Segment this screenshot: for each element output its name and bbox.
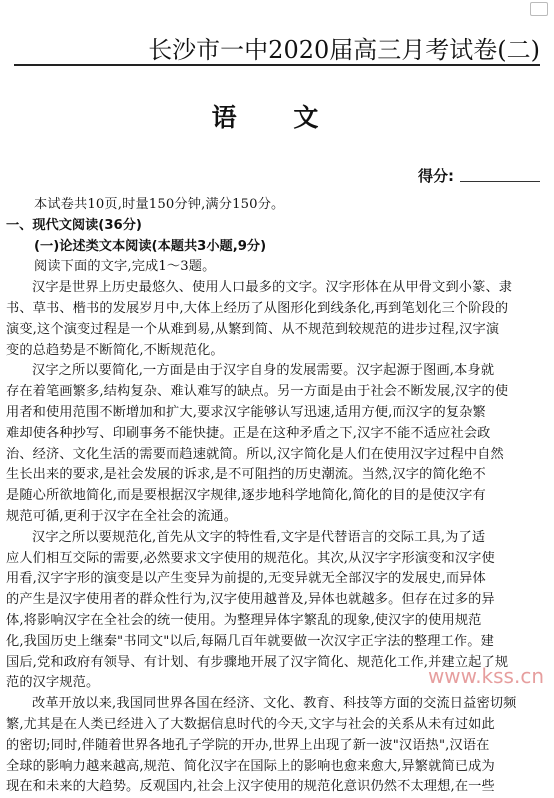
watermark: www.kss.cn: [427, 664, 544, 688]
paragraph-line: 汉字是世界上历史最悠久、使用人口最多的文字。汉字形体在从甲骨文到小篆、隶: [32, 280, 513, 296]
section-heading: 一、现代文阅读(36分): [6, 217, 142, 233]
paragraph-line: 规范可循,更利于汉字在全社会的流通。: [6, 508, 238, 524]
paragraph-line: 改革开放以来,我国同世界各国在经济、文化、教育、科技等方面的交流日益密切频: [32, 696, 517, 712]
paragraph-line: 演变,这个演变过程是一个从难到易,从繁到简、从不规范到较规范的进步过程,汉字演: [6, 321, 500, 337]
paragraph-4: [6, 694, 542, 798]
paragraph-line: 治、经济、文化生活的需要而趋速就简。所以,汉字简化是人们在使用汉字过程中自然: [6, 446, 504, 462]
paragraph-line: 存在着笔画繁多,结构复杂、难认难写的缺点。另一方面是由于社会不断发展,汉字的使: [6, 384, 509, 400]
paragraph-line: 变的总趋势是不断简化,不断规范化。: [6, 342, 224, 358]
paragraph-line: 体,将影响汉字在全社会的统一使用。为整理异体字繁乱的现象,使汉字的使用规范: [6, 612, 482, 628]
paragraph-line: 生长出来的要求,是社会发展的诉求,是不可阻挡的历史潮流。当然,汉字的简化绝不: [6, 467, 486, 483]
paragraph-line: 现在和未来的大趋势。反观国内,社会上汉字使用的规范化意识仍然不太理想,在一些: [6, 779, 495, 795]
intro-text: 本试卷共10页,时量150分钟,满分150分。: [34, 197, 285, 212]
paragraph-line: 的密切;同时,伴随着世界各地孔子学院的开办,世界上出现了新一波"汉语热",汉语在: [6, 737, 490, 753]
paragraph-line: 的产生是汉字使用者的群众性行为,汉字使用越普及,异体也就越多。但存在过多的异: [6, 592, 495, 608]
paragraph-line: 用看,汉字字形的演变是以产生变异为前提的,无变异就无全部汉字的发展史,而异体: [6, 571, 486, 587]
paragraph-line: 用者和使用范围不断增加和扩大,要求汉字能够认写迅速,适用方便,而汉字的复杂繁: [6, 404, 486, 420]
paragraph-line: 范的汉字规范。: [6, 675, 100, 691]
paragraph-line: 应人们相互交际的需要,必然要求文字使用的规范化。其次,从汉字字形演变和汉字使: [6, 550, 495, 566]
paragraph-2: [6, 361, 542, 527]
corner-box: [530, 2, 548, 16]
paragraph-line: 繁,尤其是在人类已经进入了大数据信息时代的今天,文字与社会的关系从未有过如此: [6, 716, 495, 732]
paragraph-line: 汉字之所以要规范化,首先从文字的特性看,文字是代替语言的交际工具,为了适: [32, 529, 486, 545]
score-blank[interactable]: [460, 181, 540, 182]
paragraph-line: 国后,党和政府有领导、有计划、有步骤地开展了汉字简化、规范化工作,并建立起了规: [6, 654, 509, 670]
subsection-heading: (一)论述类文本阅读(本题共3小题,9分): [34, 238, 267, 254]
exam-header-title: 长沙市一中2020届高三月考试卷(二): [148, 36, 540, 64]
paragraph-line: 汉字之所以要简化,一方面是由于汉字自身的发展需要。汉字起源于图画,本身就: [32, 363, 495, 379]
header-rule: [14, 64, 540, 66]
paragraph-line: 难却使各种抄写、印刷事务不能快捷。正是在这种矛盾之下,汉字不能不适应社会政: [6, 425, 491, 441]
paragraph-line: 书、草书、楷书的发展岁月中,大体上经历了从图形化到线条化,再到笔划化三个阶段的: [6, 300, 509, 316]
paragraph-line: 是随心所欲地简化,而是要根据汉字规律,逐步地科学地简化,简化的目的是使汉字有: [6, 488, 486, 504]
paragraph-line: 化,我国历史上继秦"书同文"以后,每隔几百年就要做一次汉字正字法的整理工作。建: [6, 633, 494, 649]
instruction-text: 阅读下面的文字,完成1～3题。: [34, 259, 216, 275]
score-label: 得分:: [418, 167, 454, 185]
paragraph-line: 全球的影响力越来越高,规范、简化汉字在国际上的影响也愈来愈大,异繁就简已成为: [6, 758, 495, 774]
document-body: [6, 195, 542, 798]
subject-title: 语 文: [211, 103, 343, 132]
paragraph-1: [6, 278, 542, 361]
